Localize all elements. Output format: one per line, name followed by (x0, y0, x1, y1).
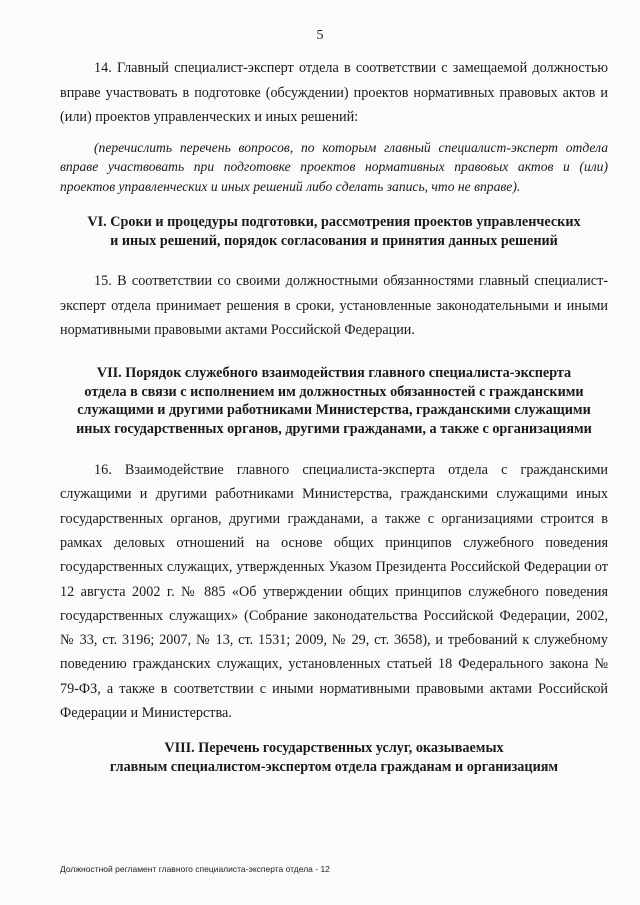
heading-line: служащими и другими работниками Министерства, гражданскими служащими (77, 402, 591, 419)
paragraph-15: 15. В соответствии со своими должностными обязанностями главный специалист-эксперт отдела принимает решения в сроки, установленные законодательными и иными нормативными правовыми актами Российской Федерации. (60, 273, 608, 339)
page-footer: Должностной регламент главного специалиста-эксперта отдела - 12 (60, 864, 330, 874)
heading-line: иных государственных органов, другими гражданами, а также с организациями (76, 420, 592, 437)
heading-line: VII. Порядок служебного взаимодействия главного специалиста-эксперта (96, 365, 572, 382)
section-heading-viii (60, 739, 608, 776)
heading-line: VI. Сроки и процедуры подготовки, рассмотрения проектов управленческих (87, 214, 581, 231)
paragraph-14-note: (перечислить перечень вопросов, по которым главный специалист-эксперт отдела вправе участвовать при подготовке проектов нормативных правовых актов и (или) проектов управленческих и иных решений либо сделать запись, что не вправе). (60, 139, 608, 194)
paragraph-14: 14. Главный специалист-эксперт отдела в соответствии с замещаемой должностью вправе участвовать в подготовке (обсуждении) проектов нормативных правовых актов и (или) проектов управленческих и иных решений: (60, 60, 608, 126)
document-body (60, 56, 608, 776)
page-number: 5 (316, 28, 324, 43)
section-heading-vii (60, 364, 608, 438)
heading-line: и иных решений, порядок согласования и принятия данных решений (110, 232, 558, 249)
paragraph-16: 16. Взаимодействие главного специалиста-эксперта отдела с гражданскими служащими и другими работниками Министерства, гражданскими служащими иных государственных органов, другими гражданами, а также с организациями строится в рамках деловых отношений на основе общих принципов служебного поведения государственных служащих, утвержденных Указом Президента Российской Федерации от 12 августа 2002 г. № 885 «Об утверждении общих принципов служебного поведения государственных служащих» (Собрание законодательства Российской Федерации, 2002, № 33, ст. 3196; 2007, № 13, ст. 1531; 2009, № 29, ст. 3658), и требований к служебному поведению гражданских служащих, установленных статьей 18 Федерального закона № 79-ФЗ, а также в соответствии с иными нормативными правовыми актами Российской Федерации и Министерства. (60, 462, 608, 722)
heading-line: главным специалистом-экспертом отдела гражданам и организациям (109, 758, 559, 775)
heading-line: VIII. Перечень государственных услуг, оказываемых (164, 740, 504, 757)
heading-line: отдела в связи с исполнением им должностных обязанностей с гражданскими (84, 383, 584, 400)
section-heading-vi (60, 213, 608, 250)
